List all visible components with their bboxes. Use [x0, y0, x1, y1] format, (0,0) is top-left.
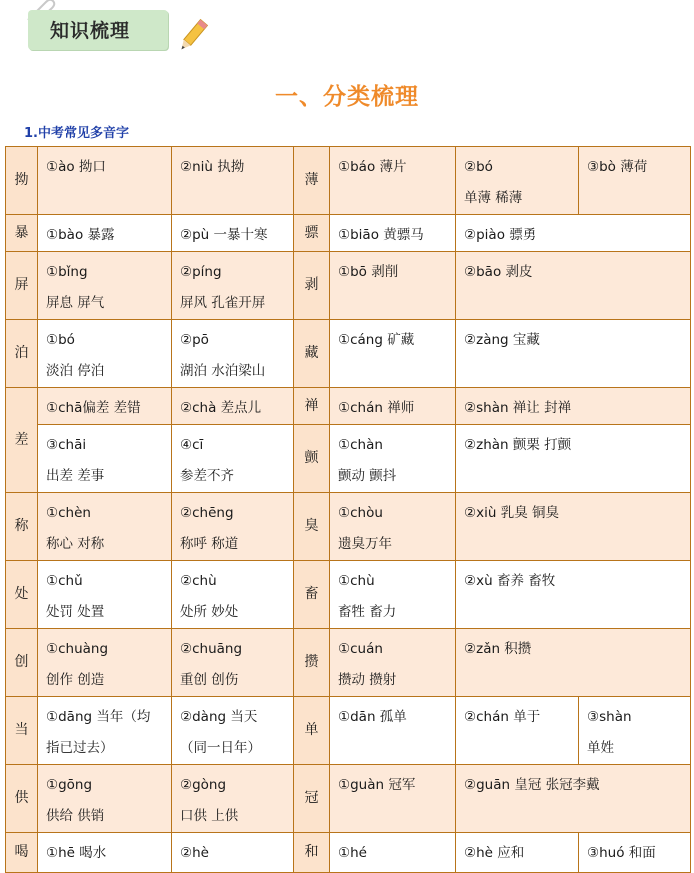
pronunciation-line: 湖泊 水泊梁山 — [180, 363, 266, 379]
left-reading-2 — [172, 493, 294, 561]
character-cell: 单 — [294, 697, 330, 765]
pronunciation-line: ①cuán — [338, 641, 383, 657]
right-reading-2 — [456, 252, 691, 320]
left-reading-1 — [38, 493, 172, 561]
pronunciation-line: 遗臭万年 — [338, 536, 392, 552]
character-cell: 处 — [6, 561, 38, 629]
pronunciation-line: ①cáng 矿藏 — [338, 332, 415, 348]
right-reading-2 — [456, 697, 579, 765]
pronunciation-line: ②chù — [180, 573, 217, 589]
character-cell: 冠 — [294, 765, 330, 833]
character-cell: 喝 — [6, 833, 38, 873]
pronunciation-line: ①dān 孤单 — [338, 709, 407, 725]
character-cell: 当 — [6, 697, 38, 765]
left-reading-2 — [172, 833, 294, 873]
right-reading-1 — [330, 215, 456, 252]
section-tag — [22, 4, 200, 50]
pronunciation-line: ①chù — [338, 573, 375, 589]
pronunciation-line: ②hè 应和 — [464, 845, 525, 861]
pronunciation-line: 淡泊 停泊 — [46, 363, 105, 379]
character-cell: 差 — [6, 388, 38, 493]
pronunciation-line: ②piào 骠勇 — [464, 227, 537, 243]
left-reading-2 — [172, 425, 294, 493]
pronunciation-line: 重创 创伤 — [180, 672, 239, 688]
right-reading-1 — [330, 493, 456, 561]
right-reading-1 — [330, 320, 456, 388]
page-title: 一、分类梳理 — [275, 84, 419, 110]
right-reading-1 — [330, 252, 456, 320]
right-reading-2 — [456, 765, 691, 833]
pronunciation-line: ①dāng 当年（均 — [46, 709, 151, 725]
right-reading-2 — [456, 629, 691, 697]
pronunciation-line: ②zǎn 积攒 — [464, 641, 532, 657]
character-cell: 攒 — [294, 629, 330, 697]
pronunciation-line: ③bò 薄荷 — [587, 159, 648, 175]
pronunciation-line: ②bāo 剥皮 — [464, 264, 533, 280]
pronunciation-line: ②xiù 乳臭 铜臭 — [464, 505, 559, 521]
character-cell: 臭 — [294, 493, 330, 561]
pronunciation-line: ①hē 喝水 — [46, 845, 107, 861]
table-row — [6, 765, 691, 833]
table-row — [6, 252, 691, 320]
character-cell: 拗 — [6, 147, 38, 215]
right-reading-2 — [456, 493, 691, 561]
right-reading-1 — [330, 147, 456, 215]
character-cell: 创 — [6, 629, 38, 697]
pronunciation-line: ①chán 禅师 — [338, 400, 415, 416]
right-reading-2 — [456, 388, 691, 425]
left-reading-1 — [38, 215, 172, 252]
pronunciation-line: 创作 创造 — [46, 672, 105, 688]
pronunciation-line: ②chà 差点儿 — [180, 400, 262, 416]
right-reading-3 — [579, 697, 691, 765]
pronunciation-line: ②xù 畜养 畜牧 — [464, 573, 556, 589]
pronunciation-line: ④cī — [180, 437, 204, 453]
pronunciation-line: ①hé — [338, 845, 367, 861]
pronunciation-line: ②shàn 禅让 封禅 — [464, 400, 572, 416]
right-reading-3 — [579, 833, 691, 873]
left-reading-2 — [172, 629, 294, 697]
pronunciation-line: ①bó — [46, 332, 75, 348]
table-row — [6, 215, 691, 252]
character-cell: 暴 — [6, 215, 38, 252]
table-row — [6, 629, 691, 697]
pronunciation-line: ①chèn — [46, 505, 91, 521]
right-reading-2 — [456, 561, 691, 629]
character-cell: 供 — [6, 765, 38, 833]
left-reading-1 — [38, 320, 172, 388]
pronunciation-line: 称心 对称 — [46, 536, 105, 552]
right-reading-1 — [330, 697, 456, 765]
pronunciation-line: ②chuāng — [180, 641, 243, 657]
pronunciation-line: 指已过去） — [46, 740, 114, 756]
pronunciation-line: ①gōng — [46, 777, 93, 793]
section-tag-label: 知识梳理 — [50, 20, 131, 42]
right-reading-1 — [330, 425, 456, 493]
pronunciation-line: ②píng — [180, 264, 222, 280]
pronunciation-line: ①biāo 黄骠马 — [338, 227, 424, 243]
pronunciation-line: ②hè — [180, 845, 209, 861]
pronunciation-line: 口供 上供 — [180, 808, 239, 824]
pronunciation-line: 单姓 — [587, 740, 614, 756]
right-reading-2 — [456, 425, 691, 493]
table-row — [6, 425, 691, 493]
table-row — [6, 147, 691, 215]
character-cell: 禅 — [294, 388, 330, 425]
right-reading-3 — [579, 147, 691, 215]
pronunciation-line: 出差 差事 — [46, 468, 105, 484]
polyphonic-table — [5, 146, 691, 873]
pronunciation-line: ①bào 暴露 — [46, 227, 115, 243]
pronunciation-line: ②niù 执拗 — [180, 159, 245, 175]
pronunciation-line: （同一日年） — [180, 740, 261, 756]
pronunciation-line: 供给 供销 — [46, 808, 105, 824]
pencil-icon — [172, 16, 212, 56]
pronunciation-line: ②zhàn 颤栗 打颤 — [464, 437, 572, 453]
left-reading-2 — [172, 765, 294, 833]
pronunciation-line: 处罚 处置 — [46, 604, 105, 620]
left-reading-1 — [38, 147, 172, 215]
section-subtitle: 1.中考常见多音字 — [24, 126, 129, 141]
left-reading-1 — [38, 388, 172, 425]
character-cell: 屏 — [6, 252, 38, 320]
table-row — [6, 493, 691, 561]
left-reading-1 — [38, 425, 172, 493]
character-cell: 颤 — [294, 425, 330, 493]
pronunciation-line: ③shàn — [587, 709, 632, 725]
pronunciation-line: ①chòu — [338, 505, 383, 521]
pronunciation-line: ①chuàng — [46, 641, 109, 657]
left-reading-2 — [172, 215, 294, 252]
pronunciation-line: ①báo 薄片 — [338, 159, 407, 175]
pronunciation-line: ①chā偏差 差错 — [46, 400, 141, 416]
pronunciation-line: ③huó 和面 — [587, 845, 656, 861]
pronunciation-line: 单薄 稀薄 — [464, 190, 523, 206]
left-reading-1 — [38, 252, 172, 320]
pronunciation-line: 处所 妙处 — [180, 604, 239, 620]
pronunciation-line: ②guān 皇冠 张冠李戴 — [464, 777, 600, 793]
character-cell: 藏 — [294, 320, 330, 388]
character-cell: 剥 — [294, 252, 330, 320]
pronunciation-line: 屏风 孔雀开屏 — [180, 295, 266, 311]
character-cell: 骠 — [294, 215, 330, 252]
table-row — [6, 697, 691, 765]
pronunciation-line: 称呼 称道 — [180, 536, 239, 552]
right-reading-2 — [456, 833, 579, 873]
pronunciation-line: ①chàn — [338, 437, 383, 453]
pronunciation-line: ①ào 拗口 — [46, 159, 106, 175]
right-reading-1 — [330, 629, 456, 697]
left-reading-1 — [38, 629, 172, 697]
character-cell: 和 — [294, 833, 330, 873]
pronunciation-line: ②zàng 宝藏 — [464, 332, 540, 348]
character-cell: 畜 — [294, 561, 330, 629]
character-cell: 薄 — [294, 147, 330, 215]
pronunciation-line: ②gòng — [180, 777, 227, 793]
pronunciation-line: ②pù 一暴十寒 — [180, 227, 268, 243]
pronunciation-line: ①bō 剥削 — [338, 264, 399, 280]
left-reading-2 — [172, 320, 294, 388]
pronunciation-line: 攒动 攒射 — [338, 672, 397, 688]
right-reading-2 — [456, 320, 691, 388]
left-reading-2 — [172, 147, 294, 215]
character-cell: 称 — [6, 493, 38, 561]
left-reading-2 — [172, 697, 294, 765]
pronunciation-line: ③chāi — [46, 437, 87, 453]
pronunciation-line: ①guàn 冠军 — [338, 777, 416, 793]
pronunciation-line: ①bǐng — [46, 264, 88, 280]
left-reading-2 — [172, 388, 294, 425]
character-cell: 泊 — [6, 320, 38, 388]
pronunciation-line: 屏息 屏气 — [46, 295, 105, 311]
pronunciation-line: ①chǔ — [46, 573, 83, 589]
pronunciation-line: 参差不齐 — [180, 468, 234, 484]
right-reading-2 — [456, 147, 579, 215]
pronunciation-line: 颤动 颤抖 — [338, 468, 397, 484]
pronunciation-line: ②chán 单于 — [464, 709, 541, 725]
right-reading-2 — [456, 215, 691, 252]
right-reading-1 — [330, 388, 456, 425]
pronunciation-line: ②chēng — [180, 505, 234, 521]
left-reading-1 — [38, 833, 172, 873]
table-row — [6, 320, 691, 388]
pronunciation-line: ②dàng 当天 — [180, 709, 258, 725]
right-reading-1 — [330, 765, 456, 833]
pronunciation-line: ②bó — [464, 159, 493, 175]
left-reading-2 — [172, 561, 294, 629]
right-reading-1 — [330, 833, 456, 873]
left-reading-1 — [38, 765, 172, 833]
left-reading-1 — [38, 697, 172, 765]
table-row — [6, 388, 691, 425]
right-reading-1 — [330, 561, 456, 629]
left-reading-1 — [38, 561, 172, 629]
left-reading-2 — [172, 252, 294, 320]
pronunciation-line: ②pō — [180, 332, 209, 348]
table-row — [6, 561, 691, 629]
pronunciation-line: 畜牲 畜力 — [338, 604, 397, 620]
table-row — [6, 833, 691, 873]
